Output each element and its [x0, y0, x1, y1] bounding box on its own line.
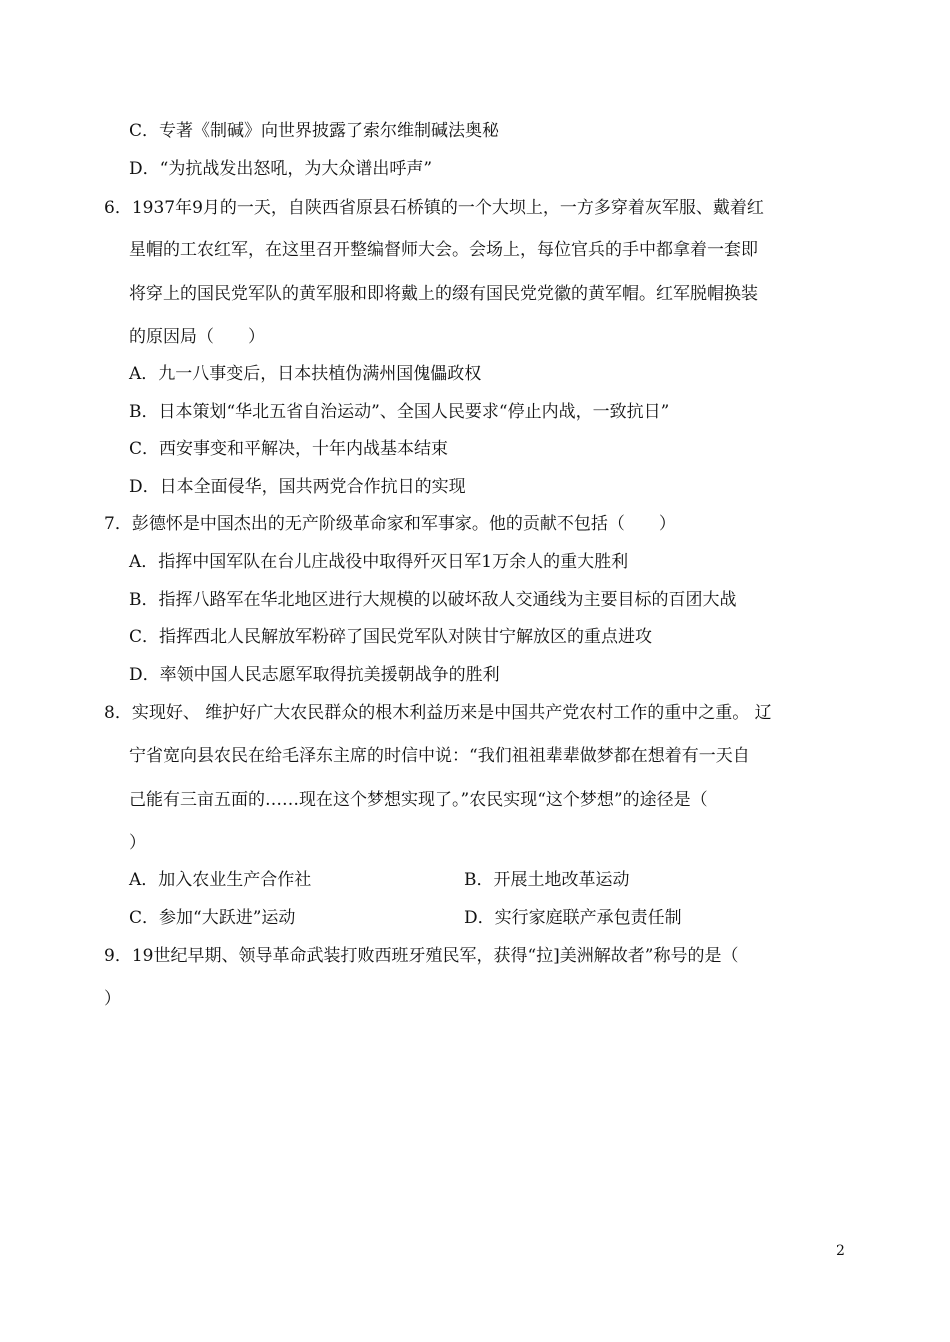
question-9-line-2: ） — [104, 989, 121, 1009]
question-8-option-d: D．实行家庭联产承包责任制 — [464, 908, 682, 928]
question-8-line-4: ） — [129, 833, 146, 853]
question-7-option-a: A．指挥中国军队在台儿庄战役中取得歼灭日军1万余人的重大胜利 — [129, 552, 629, 572]
option-c-prev: C．专著《制碱》向世界披露了索尔维制碱法奥秘 — [129, 121, 500, 141]
question-6-line-3: 将穿上的国民党军队的黄军服和即将戴上的缀有国民党党徽的黄军帽。红军脱帽换装 — [129, 284, 758, 304]
question-8-line-2: 宁省宽向县农民在给毛泽东主席的时信中说：“我们祖祖辈辈做梦都在想着有一天自 — [129, 746, 750, 766]
question-8-option-c: C．参加“大跃进”运动 — [129, 908, 296, 928]
question-9-line-1: 9．19世纪早期、领导革命武装打败西班牙殖民军，获得“拉]美洲解故者”称号的是（ — [104, 946, 739, 966]
question-6-option-a: A．九一八事变后，日本扶植伪满州国傀儡政权 — [129, 364, 482, 384]
question-6-line-1: 6．1937年9月的一天，自陕西省原县石桥镇的一个大坝上，一方多穿着灰军服、戴着红 — [104, 198, 764, 218]
question-6-option-d: D．日本全面侵华，国共两党合作抗日的实现 — [129, 477, 466, 497]
question-6-line-4: 的原因局（ ） — [129, 327, 265, 347]
question-7-option-b: B．指挥八路军在华北地区进行大规模的以破坏敌人交通线为主要目标的百团大战 — [129, 590, 737, 610]
question-7-option-d: D．率领中国人民志愿军取得抗美援朝战争的胜利 — [129, 665, 500, 685]
question-6-option-c: C．西安事变和平解决，十年内战基本结束 — [129, 439, 449, 459]
question-8-line-3: 己能有三亩五面的……现在这个梦想实现了。”农民实现“这个梦想”的途径是（ — [129, 790, 708, 810]
question-7-option-c: C．指挥西北人民解放军粉碎了国民党军队对陕甘宁解放区的重点进攻 — [129, 627, 653, 647]
question-7-stem: 7．彭德怀是中国杰出的无产阶级革命家和军事家。他的贡献不包括（ ） — [104, 514, 676, 534]
page-number: 2 — [836, 1243, 845, 1259]
question-8-line-1: 8．实现好、 维护好广大农民群众的根木利益历来是中国共产党农村工作的重中之重。 辽 — [104, 703, 772, 723]
option-d-prev: D．“为抗战发出怒吼，为大众谱出呼声” — [129, 159, 433, 179]
question-6-line-2: 星帽的工农红军，在这里召开整编督师大会。会场上，每位官兵的手中都拿着一套即 — [129, 240, 758, 260]
question-6-option-b: B．日本策划“华北五省自治运动”、全国人民要求“停止内战，一致抗日” — [129, 402, 670, 422]
question-8-option-a: A．加入农业生产合作社 — [129, 870, 312, 890]
question-8-option-b: B．开展土地改革运动 — [464, 870, 630, 890]
